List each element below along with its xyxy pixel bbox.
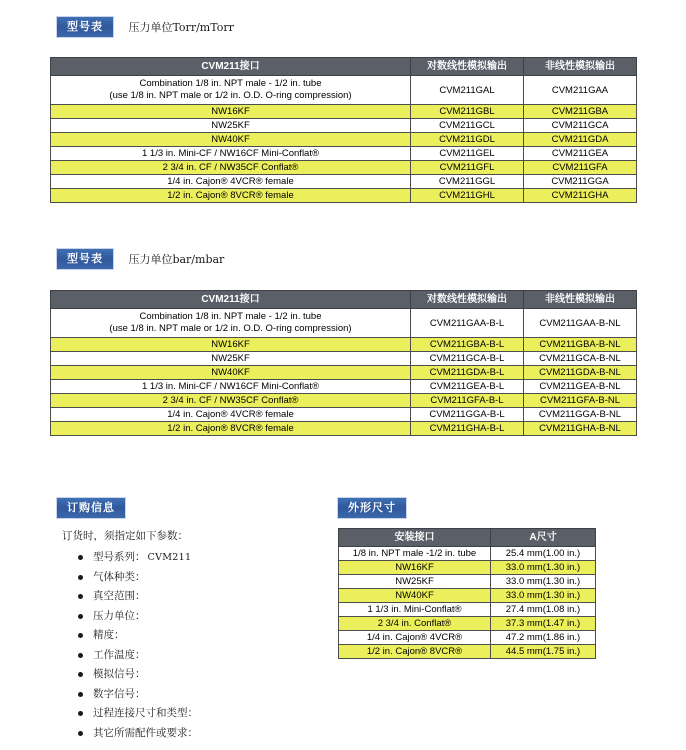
list-item-label: 型号系列： xyxy=(93,551,146,563)
cell-nonlinear-output: CVM211GEA-B-NL xyxy=(524,380,637,394)
cell-mount-port: 1/2 in. Cajon® 8VCR® xyxy=(339,645,491,659)
cell-port: 2 3/4 in. CF / NW35CF Conflat® xyxy=(51,394,411,408)
bullet-icon xyxy=(78,575,83,580)
table-row xyxy=(51,133,637,147)
table-row xyxy=(339,603,596,617)
cell-nonlinear-output: CVM211GEA xyxy=(524,147,637,161)
cell-mount-port: NW25KF xyxy=(339,575,491,589)
list-item xyxy=(78,568,198,588)
table-row xyxy=(51,422,637,436)
table-row xyxy=(339,589,596,603)
table-header-row xyxy=(51,291,637,309)
column-header-port: CVM211接口 xyxy=(51,291,411,309)
list-item xyxy=(78,607,198,627)
column-header-port: CVM211接口 xyxy=(51,58,411,76)
column-header-mount-port: 安装接口 xyxy=(339,529,491,547)
cell-nonlinear-output: CVM211GCA-B-NL xyxy=(524,352,637,366)
cell-mount-port: 2 3/4 in. Conflat® xyxy=(339,617,491,631)
section-badge-ordering-info: 订购信息 xyxy=(57,498,125,518)
list-item xyxy=(78,685,198,705)
cell-log-linear-output: CVM211GGA-B-L xyxy=(411,408,524,422)
cell-mount-port: 1/4 in. Cajon® 4VCR® xyxy=(339,631,491,645)
list-item-label: 模拟信号： xyxy=(93,668,146,680)
table-body xyxy=(51,309,637,436)
cell-port: 1/4 in. Cajon® 4VCR® female xyxy=(51,175,411,189)
cell-nonlinear-output: CVM211GGA xyxy=(524,175,637,189)
bullet-icon xyxy=(78,692,83,697)
cell-log-linear-output: CVM211GCL xyxy=(411,119,524,133)
list-item-label: 真空范围： xyxy=(93,590,146,602)
cell-a-dimension: 33.0 mm(1.30 in.) xyxy=(491,575,596,589)
cell-port: NW40KF xyxy=(51,133,411,147)
cell-a-dimension: 33.0 mm(1.30 in.) xyxy=(491,561,596,575)
section-header-model-table-bar xyxy=(57,249,224,269)
column-header-log-linear-output: 对数线性模拟输出 xyxy=(411,58,524,76)
cell-port-line-2: (use 1/8 in. NPT male or 1/2 in. O.D. O-ring compression) xyxy=(109,323,352,334)
cell-nonlinear-output: CVM211GFA-B-NL xyxy=(524,394,637,408)
table-header-row xyxy=(339,529,596,547)
cell-a-dimension: 25.4 mm(1.00 in.) xyxy=(491,547,596,561)
section-header-model-table-torr xyxy=(57,17,234,37)
bullet-icon xyxy=(78,653,83,658)
cell-port-line-1: Combination 1/8 in. NPT male - 1/2 in. tube xyxy=(139,78,322,89)
table-row xyxy=(51,408,637,422)
cell-nonlinear-output: CVM211GBA xyxy=(524,105,637,119)
cell-log-linear-output: CVM211GAL xyxy=(411,76,524,105)
table-row xyxy=(339,575,596,589)
cell-nonlinear-output: CVM211GAA-B-NL xyxy=(524,309,637,338)
cell-nonlinear-output: CVM211GGA-B-NL xyxy=(524,408,637,422)
table-header-row xyxy=(51,58,637,76)
section-header-ordering-info xyxy=(57,498,125,518)
table-row xyxy=(51,309,637,338)
column-header-nonlinear-output: 非线性模拟输出 xyxy=(524,291,637,309)
cell-port xyxy=(51,309,411,338)
bullet-icon xyxy=(78,711,83,716)
cell-log-linear-output: CVM211GHL xyxy=(411,189,524,203)
table-row xyxy=(51,175,637,189)
cell-port: 1 1/3 in. Mini-CF / NW16CF Mini-Conflat® xyxy=(51,147,411,161)
cell-port: NW16KF xyxy=(51,105,411,119)
table-body xyxy=(339,547,596,659)
section-header-dimensions xyxy=(338,498,406,518)
list-item-label: 精度： xyxy=(93,629,125,641)
cell-port-line-2: (use 1/8 in. NPT male or 1/2 in. O.D. O-ring compression) xyxy=(109,90,352,101)
model-table-bar xyxy=(50,290,637,436)
section-badge-dimensions: 外形尺寸 xyxy=(338,498,406,518)
list-item xyxy=(78,724,198,744)
table-row xyxy=(339,645,596,659)
list-item xyxy=(78,626,198,646)
cell-port: 1/2 in. Cajon® 8VCR® female xyxy=(51,189,411,203)
table-row xyxy=(51,105,637,119)
cell-nonlinear-output: CVM211GBA-B-NL xyxy=(524,338,637,352)
cell-nonlinear-output: CVM211GAA xyxy=(524,76,637,105)
cell-nonlinear-output: CVM211GFA xyxy=(524,161,637,175)
cell-log-linear-output: CVM211GFL xyxy=(411,161,524,175)
table-row xyxy=(51,76,637,105)
cell-port-line-1: Combination 1/8 in. NPT male - 1/2 in. tube xyxy=(139,311,322,322)
cell-port: NW25KF xyxy=(51,352,411,366)
table-row xyxy=(51,161,637,175)
bullet-icon xyxy=(78,672,83,677)
table-row xyxy=(339,617,596,631)
list-item-label: 过程连接尺寸和类型： xyxy=(93,707,198,719)
list-item-label: 数字信号： xyxy=(93,687,146,700)
cell-port: 1/2 in. Cajon® 8VCR® female xyxy=(51,422,411,436)
table-row xyxy=(51,189,637,203)
cell-log-linear-output: CVM211GBA-B-L xyxy=(411,338,524,352)
cell-mount-port: 1 1/3 in. Mini-Conflat® xyxy=(339,603,491,617)
table-row xyxy=(51,147,637,161)
cell-port: 1/4 in. Cajon® 4VCR® female xyxy=(51,408,411,422)
cell-log-linear-output: CVM211GEL xyxy=(411,147,524,161)
list-item xyxy=(78,548,198,568)
list-item xyxy=(78,704,198,724)
cell-a-dimension: 37.3 mm(1.47 in.) xyxy=(491,617,596,631)
cell-mount-port: NW16KF xyxy=(339,561,491,575)
list-item-label: 其它所需配件或要求： xyxy=(93,726,198,739)
table-row xyxy=(51,352,637,366)
table-row xyxy=(339,561,596,575)
bullet-icon xyxy=(78,614,83,619)
list-item-value: CVM211 xyxy=(147,552,192,563)
cell-log-linear-output: CVM211GAA-B-L xyxy=(411,309,524,338)
cell-a-dimension: 44.5 mm(1.75 in.) xyxy=(491,645,596,659)
cell-nonlinear-output: CVM211GDA-B-NL xyxy=(524,366,637,380)
list-item-label: 压力单位： xyxy=(93,609,146,622)
section-badge-model-table-torr: 型号表 xyxy=(57,17,113,37)
cell-log-linear-output: CVM211GBL xyxy=(411,105,524,119)
table-row xyxy=(51,119,637,133)
cell-log-linear-output: CVM211GGL xyxy=(411,175,524,189)
cell-mount-port: 1/8 in. NPT male -1/2 in. tube xyxy=(339,547,491,561)
cell-a-dimension: 47.2 mm(1.86 in.) xyxy=(491,631,596,645)
cell-a-dimension: 27.4 mm(1.08 in.) xyxy=(491,603,596,617)
bullet-icon xyxy=(78,555,83,560)
cell-nonlinear-output: CVM211GHA-B-NL xyxy=(524,422,637,436)
model-table-torr xyxy=(50,57,637,203)
table-body xyxy=(51,76,637,203)
cell-nonlinear-output: CVM211GCA xyxy=(524,119,637,133)
cell-log-linear-output: CVM211GCA-B-L xyxy=(411,352,524,366)
list-item-label: 气体种类： xyxy=(93,570,146,583)
cell-port: 2 3/4 in. CF / NW35CF Conflat® xyxy=(51,161,411,175)
bullet-icon xyxy=(78,594,83,599)
list-item xyxy=(78,646,198,666)
column-header-log-linear-output: 对数线性模拟输出 xyxy=(411,291,524,309)
cell-port xyxy=(51,76,411,105)
ordering-intro-text: 订货时，须指定如下参数： xyxy=(62,530,188,542)
cell-port: NW25KF xyxy=(51,119,411,133)
section-note-pressure-unit-torr: 压力单位Torr/mTorr xyxy=(128,21,234,34)
cell-nonlinear-output: CVM211GHA xyxy=(524,189,637,203)
table-row xyxy=(339,547,596,561)
cell-port: 1 1/3 in. Mini-CF / NW16CF Mini-Conflat® xyxy=(51,380,411,394)
cell-log-linear-output: CVM211GFA-B-L xyxy=(411,394,524,408)
cell-mount-port: NW40KF xyxy=(339,589,491,603)
table-row xyxy=(51,338,637,352)
cell-port: NW40KF xyxy=(51,366,411,380)
list-item xyxy=(78,587,198,607)
table-row xyxy=(51,394,637,408)
list-item-label: 工作温度： xyxy=(93,648,146,661)
column-header-nonlinear-output: 非线性模拟输出 xyxy=(524,58,637,76)
table-row xyxy=(339,631,596,645)
cell-port: NW16KF xyxy=(51,338,411,352)
section-badge-model-table-bar: 型号表 xyxy=(57,249,113,269)
list-item xyxy=(78,665,198,685)
cell-log-linear-output: CVM211GDL xyxy=(411,133,524,147)
cell-log-linear-output: CVM211GEA-B-L xyxy=(411,380,524,394)
bullet-icon xyxy=(78,633,83,638)
bullet-icon xyxy=(78,731,83,736)
ordering-parameter-list xyxy=(78,548,198,743)
cell-a-dimension: 33.0 mm(1.30 in.) xyxy=(491,589,596,603)
dimensions-table xyxy=(338,528,596,659)
section-note-pressure-unit-bar: 压力单位bar/mbar xyxy=(128,253,225,266)
cell-nonlinear-output: CVM211GDA xyxy=(524,133,637,147)
column-header-a-dimension: A尺寸 xyxy=(491,529,596,547)
cell-log-linear-output: CVM211GHA-B-L xyxy=(411,422,524,436)
table-row xyxy=(51,366,637,380)
cell-log-linear-output: CVM211GDA-B-L xyxy=(411,366,524,380)
table-row xyxy=(51,380,637,394)
